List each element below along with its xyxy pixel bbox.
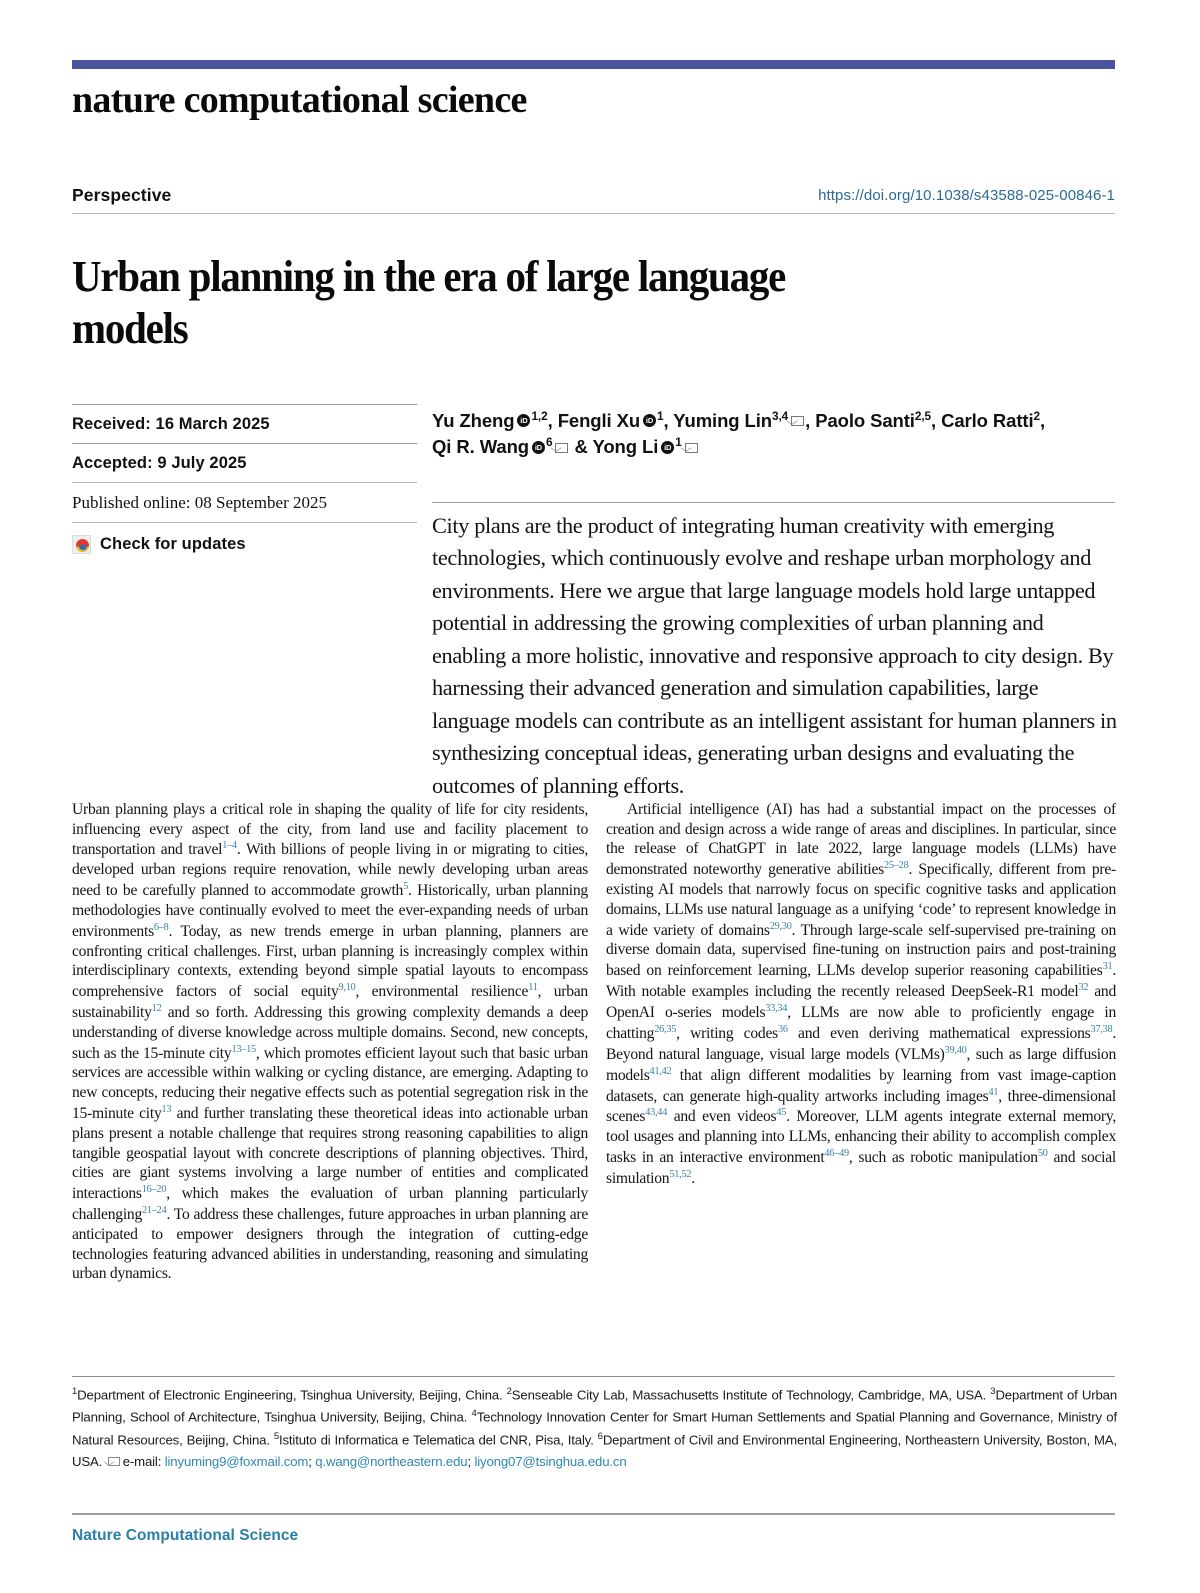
text-run: . Today, as new trends emerge in urban planning, planners are confronting critical challenges. First, urban planning is increasingly complex within interdisciplinary contexts, extending beyond simple spatial layouts to encompass comprehensive factors of social equity <box>72 922 588 1001</box>
affiliation-number: 2 <box>506 1386 512 1397</box>
citation-ref[interactable]: 1–4 <box>222 840 237 852</box>
affiliation-text: Department of Civil and Environmental Engineering, Northeastern University, Boston, MA, USA. <box>72 1431 1117 1469</box>
author-name: Qi R. Wang <box>432 436 529 458</box>
check-for-updates-label: Check for updates <box>100 535 246 553</box>
citation-ref[interactable]: 41,42 <box>649 1065 672 1077</box>
text-run: Urban planning plays a critical role in shaping the quality of life for city residents, influencing every aspect of the city, from land use and facility placement to transportation and travel <box>72 801 588 859</box>
citation-ref[interactable]: 37,38 <box>1090 1023 1113 1035</box>
citation-ref[interactable]: 11 <box>528 982 538 994</box>
text-run: , writing codes <box>676 1025 778 1043</box>
text-run: , environmental resilience <box>355 983 529 1001</box>
affiliation-text: Senseable City Lab, Massachusetts Institute of Technology, Cambridge, MA, USA. <box>511 1387 991 1403</box>
affiliation-number: 4 <box>471 1408 477 1420</box>
affiliation-text: Department of Electronic Engineering, Tsinghua University, Beijing, China. <box>77 1387 507 1403</box>
text-run: , such as robotic manipulation <box>848 1149 1038 1167</box>
affiliation-text: Department of Urban Planning, School of Architecture, Tsinghua University, Beijing, China. <box>72 1387 1117 1425</box>
crossmark-icon <box>72 535 91 554</box>
email-link[interactable]: linyuming9@foxmail.com <box>164 1453 309 1469</box>
paragraph <box>72 800 588 1284</box>
orcid-icon[interactable] <box>643 414 656 427</box>
article-history <box>72 404 417 563</box>
text-run: . To address these challenges, future approaches in urban planning are anticipated to empower designers through the integration of cutting-edge technologies featuring advanced abilities in understanding, reasoning and simulating urban dynamics. <box>72 1206 588 1283</box>
author-name: , Carlo Ratti <box>931 410 1034 432</box>
text-run: and further translating these theoretical ideas into actionable urban plans present a notable challenge that requires strong reasoning capabilities to align tangible geospatial layout with concrete descriptions of planning objectives. Third, cities are giant systems involving a large number of entities and complicated interactions <box>72 1105 588 1203</box>
author-name: , Fengli Xu <box>547 410 641 432</box>
citation-ref[interactable]: 29,30 <box>769 920 792 932</box>
citation-ref[interactable]: 51,52 <box>669 1169 692 1180</box>
citation-ref[interactable]: 12 <box>151 1002 162 1014</box>
text-run: . With billions of people living in or migrating to cities, developed urban regions require renovation, while newly developing urban areas need to be carefully planned to accommodate growth <box>72 841 589 900</box>
text-run: , three-dimensional scenes <box>606 1087 1116 1126</box>
author-name: , Paolo Santi <box>805 410 915 432</box>
text-run: Artificial intelligence (AI) has had a substantial impact on the processes of creation and design across a wide range of areas and disciplines. In particular, since the release of ChatGPT in late 2022, large language models (LLMs) have demonstrated noteworthy generative abilities <box>606 801 1116 879</box>
citation-ref[interactable]: 43,44 <box>645 1107 668 1119</box>
citation-ref[interactable]: 45 <box>776 1107 787 1119</box>
abstract-text: City plans are the product of integrating human creativity with emerging technologies, which continuously evolve and reshape urban morphology and environments. Here we argue that large language models hold large untapped potential in addressing the growing complexities of urban planning and enabling a more holistic, innovative and responsive approach to city design. By harnessing their advanced generation and simulation capabilities, large language models can contribute as an intelligent assistant for human planners in synthesizing conceptual ideas, generating urban designs and evaluating the outcomes of planning efforts. <box>432 513 1117 798</box>
text-run: and OpenAI o-series models <box>606 983 1116 1022</box>
text-run: and even videos <box>667 1108 777 1126</box>
header-divider <box>72 213 1115 214</box>
affiliation-superscript: 3,4 <box>771 409 789 423</box>
separator: ; <box>467 1453 475 1469</box>
text-run: . With notable examples including the recently released DeepSeek-R1 model <box>606 962 1116 1001</box>
doi-link[interactable]: https://doi.org/10.1038/s43588-025-00846-1 <box>818 187 1115 204</box>
citation-ref[interactable]: 36 <box>777 1023 788 1035</box>
text-run: and so forth. Addressing this growing complexity demands a deep understanding of diverse knowledge across multiple domains. Second, new concepts, such as the 15-minute city <box>72 1004 588 1062</box>
citation-ref[interactable]: 31 <box>1102 961 1113 973</box>
email-icon[interactable] <box>791 416 804 426</box>
citation-ref[interactable]: 13 <box>161 1103 172 1115</box>
affiliations-divider <box>72 1376 1115 1377</box>
affiliation-text: Istituto di Informatica e Telematica del CNR, Pisa, Italy. <box>278 1431 598 1447</box>
affiliation-number: 6 <box>597 1430 603 1442</box>
received-date: Received: 16 March 2025 <box>72 415 270 433</box>
citation-ref[interactable]: 33,34 <box>765 1002 788 1014</box>
email-icon[interactable] <box>685 443 698 453</box>
affiliation-superscript: 2,5 <box>914 409 931 423</box>
affiliation-superscript: 1 <box>675 435 682 450</box>
citation-ref[interactable]: 6–8 <box>153 921 169 933</box>
author-name: & Yong Li <box>574 436 659 458</box>
text-run: , urban sustainability <box>72 983 588 1022</box>
text-run: and even deriving mathematical expressions <box>787 1025 1091 1043</box>
affiliation-text: Technology Innovation Center for Smart Human Settlements and Spatial Planning and Governance, Ministry of Natural Resources, Beijing, China. <box>72 1409 1118 1447</box>
affiliation-number: 1 <box>72 1386 78 1397</box>
published-date: Published online: 08 September 2025 <box>72 493 327 512</box>
citation-ref[interactable]: 46–49 <box>824 1148 849 1160</box>
accepted-date: Accepted: 9 July 2025 <box>72 454 247 472</box>
email-link[interactable]: q.wang@northeastern.edu <box>315 1453 468 1469</box>
affiliation-superscript: 1 <box>657 409 664 423</box>
affiliations-block <box>72 1384 1117 1473</box>
body-column-right <box>606 800 1116 1189</box>
page-title: Urban planning in the era of large language models <box>72 252 786 354</box>
separator: ; <box>308 1453 316 1469</box>
footer-divider <box>72 1513 1115 1515</box>
journal-footer-name[interactable]: Nature Computational Science <box>72 1527 299 1544</box>
citation-ref[interactable]: 5 <box>403 881 408 893</box>
text-run: that align different modalities by learning from vast image-caption datasets, can generate high-quality artworks including images <box>606 1066 1116 1105</box>
abstract-divider <box>432 502 1115 503</box>
citation-ref[interactable]: 50 <box>1037 1148 1048 1160</box>
text-run: . Through large-scale self-supervised pre-training on diverse domain data, supervised fine-tuning on instruction pairs and post-training based on reinforcement learning, LLMs develop superior reasoning capabilities <box>606 921 1116 980</box>
author-name: , Yuming Lin <box>663 410 772 432</box>
email-label: e-mail: <box>122 1453 165 1469</box>
text-run: . Moreover, LLM agents integrate external memory, tool usages and planning into LLMs, enhancing their ability to accomplish complex tasks in an interactive environment <box>606 1108 1117 1167</box>
text-run: . Beyond natural language, visual large models (VLMs) <box>606 1025 1116 1063</box>
citation-ref[interactable]: 16–20 <box>141 1183 167 1195</box>
text-run: , which makes the evaluation of urban planning particularly challenging <box>72 1185 588 1224</box>
citation-ref[interactable]: 13–15 <box>231 1043 256 1055</box>
check-for-updates[interactable] <box>72 523 417 563</box>
text-run: and social simulation <box>606 1149 1117 1188</box>
text-run: , which promotes efficient layout such that basic urban services are accessible within walking or cycling distance, are emerging. Adapting to new concepts, reducing their negative effects such as potential segregation risk in the 15-minute city <box>72 1044 588 1123</box>
text-run: , such as large diffusion models <box>606 1045 1116 1084</box>
paragraph <box>606 800 1116 1189</box>
brand-rule <box>72 60 1115 69</box>
orcid-icon[interactable] <box>532 441 545 454</box>
citation-ref[interactable]: 25–28 <box>884 860 909 872</box>
body-column-left <box>72 800 588 1284</box>
text-run: . Specifically, different from pre-existing AI models that narrowly focus on specific cognitive tasks and application domains, LLMs use natural language as a unifying ‘code’ to represent knowledge in a wide variety of domains <box>606 861 1116 939</box>
citation-ref[interactable]: 9,10 <box>338 982 356 994</box>
orcid-icon[interactable] <box>517 414 530 427</box>
text-run: , LLMs are now able to proficiently engage in chatting <box>606 1004 1116 1043</box>
email-icon <box>108 1457 120 1466</box>
email-link[interactable]: liyong07@tsinghua.edu.cn <box>474 1453 627 1469</box>
affiliation-superscript: 6 <box>545 435 553 450</box>
affiliation-superscript: 1,2 <box>531 409 548 423</box>
citation-ref[interactable]: 32 <box>1078 982 1089 994</box>
author-name: Yu Zheng <box>432 410 515 432</box>
affiliation-superscript: 2 <box>1033 409 1041 423</box>
citation-ref[interactable]: 26,35 <box>654 1023 677 1035</box>
orcid-icon[interactable] <box>661 441 674 454</box>
citation-ref[interactable]: 21–24 <box>142 1204 167 1216</box>
affiliation-number: 5 <box>273 1430 279 1442</box>
author-list: Yu Zheng iD $^{1,2}$, Fengli Xu iD $^1$, Yuming Lin$^{3,4}$ , Paolo Santi$^{2,5}$, Carlo Ratti$^2$, Qi R. Wang iD $^6$ & Yong Li iD $^1$ <box>432 408 1117 461</box>
article-type-label: Perspective <box>72 185 172 205</box>
text-run: . Historically, urban planning methodologies have continually evolved to meet the ever-expanding needs of urban environments <box>72 882 588 940</box>
email-icon[interactable] <box>555 443 568 453</box>
citation-ref[interactable]: 39,40 <box>944 1044 967 1056</box>
text-run: . <box>691 1170 695 1188</box>
citation-ref[interactable]: 41 <box>988 1086 999 1098</box>
affiliation-number: 3 <box>990 1386 996 1397</box>
journal-masthead: nature computational science <box>72 79 527 121</box>
